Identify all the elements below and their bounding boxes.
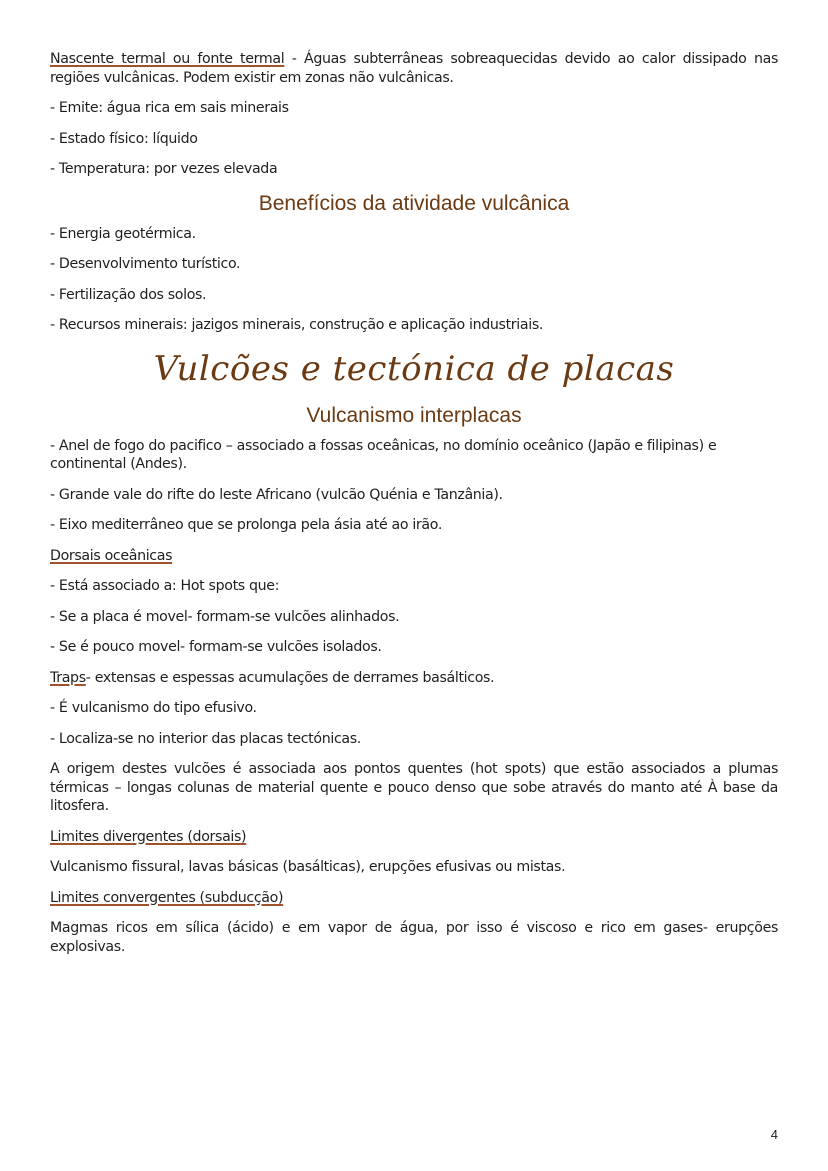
list-item: - Se a placa é movel- formam-se vulcões alinhados. — [50, 608, 400, 625]
traps-definition: Traps- extensas e espessas acumulações de derrames basálticos. — [50, 669, 495, 686]
list-item: - Desenvolvimento turístico. — [50, 256, 241, 272]
list-item: - Eixo mediterrâneo que se prolonga pela ásia até ao irão. — [50, 517, 442, 533]
document-page — [50, 50, 778, 968]
list-item: - Localiza-se no interior das placas tectónicas. — [50, 730, 361, 747]
traps-term: Traps — [50, 669, 86, 686]
thermal-spring-term: Nascente termal ou fonte termal — [50, 51, 285, 67]
list-item: - Estado físico: líquido — [50, 130, 198, 147]
list-item: - Se é pouco movel- formam-se vulcões isolados. — [50, 639, 382, 655]
benefits-heading: Benefícios da atividade vulcânica — [258, 191, 570, 215]
list-item: - É vulcanismo do tipo efusivo. — [50, 700, 257, 716]
dorsais-heading: Dorsais oceânicas — [50, 547, 173, 564]
divergent-heading: Limites divergentes (dorsais) — [50, 828, 247, 845]
list-item: - Grande vale do rifte do leste Africano (vulcão Quénia e Tanzânia). — [50, 486, 503, 503]
list-item: - Recursos minerais: jazigos minerais, construção e aplicação industriais. — [50, 317, 544, 333]
list-item: - Fertilização dos solos. — [50, 286, 207, 303]
convergent-heading: Limites convergentes (subducção) — [50, 889, 284, 906]
list-item: - Emite: água rica em sais minerais — [50, 100, 289, 116]
list-item: - Anel de fogo do pacifico – associado a fossas oceânicas, no domínio oceânico (Japão e filipinas) e continental (Andes). — [50, 437, 717, 472]
page-number: 4 — [770, 1127, 778, 1142]
divergent-text: Vulcanismo fissural, lavas básicas (basálticas), erupções efusivas ou mistas. — [50, 859, 566, 875]
list-item: - Está associado a: Hot spots que: — [50, 578, 280, 594]
list-item: - Energia geotérmica. — [50, 225, 196, 242]
list-item: - Temperatura: por vezes elevada — [50, 161, 278, 177]
main-title: Vulcões e tectónica de placas — [153, 348, 675, 389]
convergent-text: Magmas ricos em sílica (ácido) e em vapor de água, por isso é viscoso e rico em gases- erupções explosivas. — [50, 920, 778, 955]
origin-paragraph: A origem destes vulcões é associada aos pontos quentes (hot spots) que estão associados a plumas térmicas – longas colunas de material quente e pouco denso que sobe através do manto até À base da litosfera. — [50, 761, 778, 814]
interplacas-heading: Vulcanismo interplacas — [306, 403, 522, 427]
thermal-spring-definition: Nascente termal ou fonte termal - Águas subterrâneas sobreaquecidas devido ao calor dissipado nas regiões vulcânicas. Podem existir em zonas não vulcânicas. — [50, 51, 778, 86]
